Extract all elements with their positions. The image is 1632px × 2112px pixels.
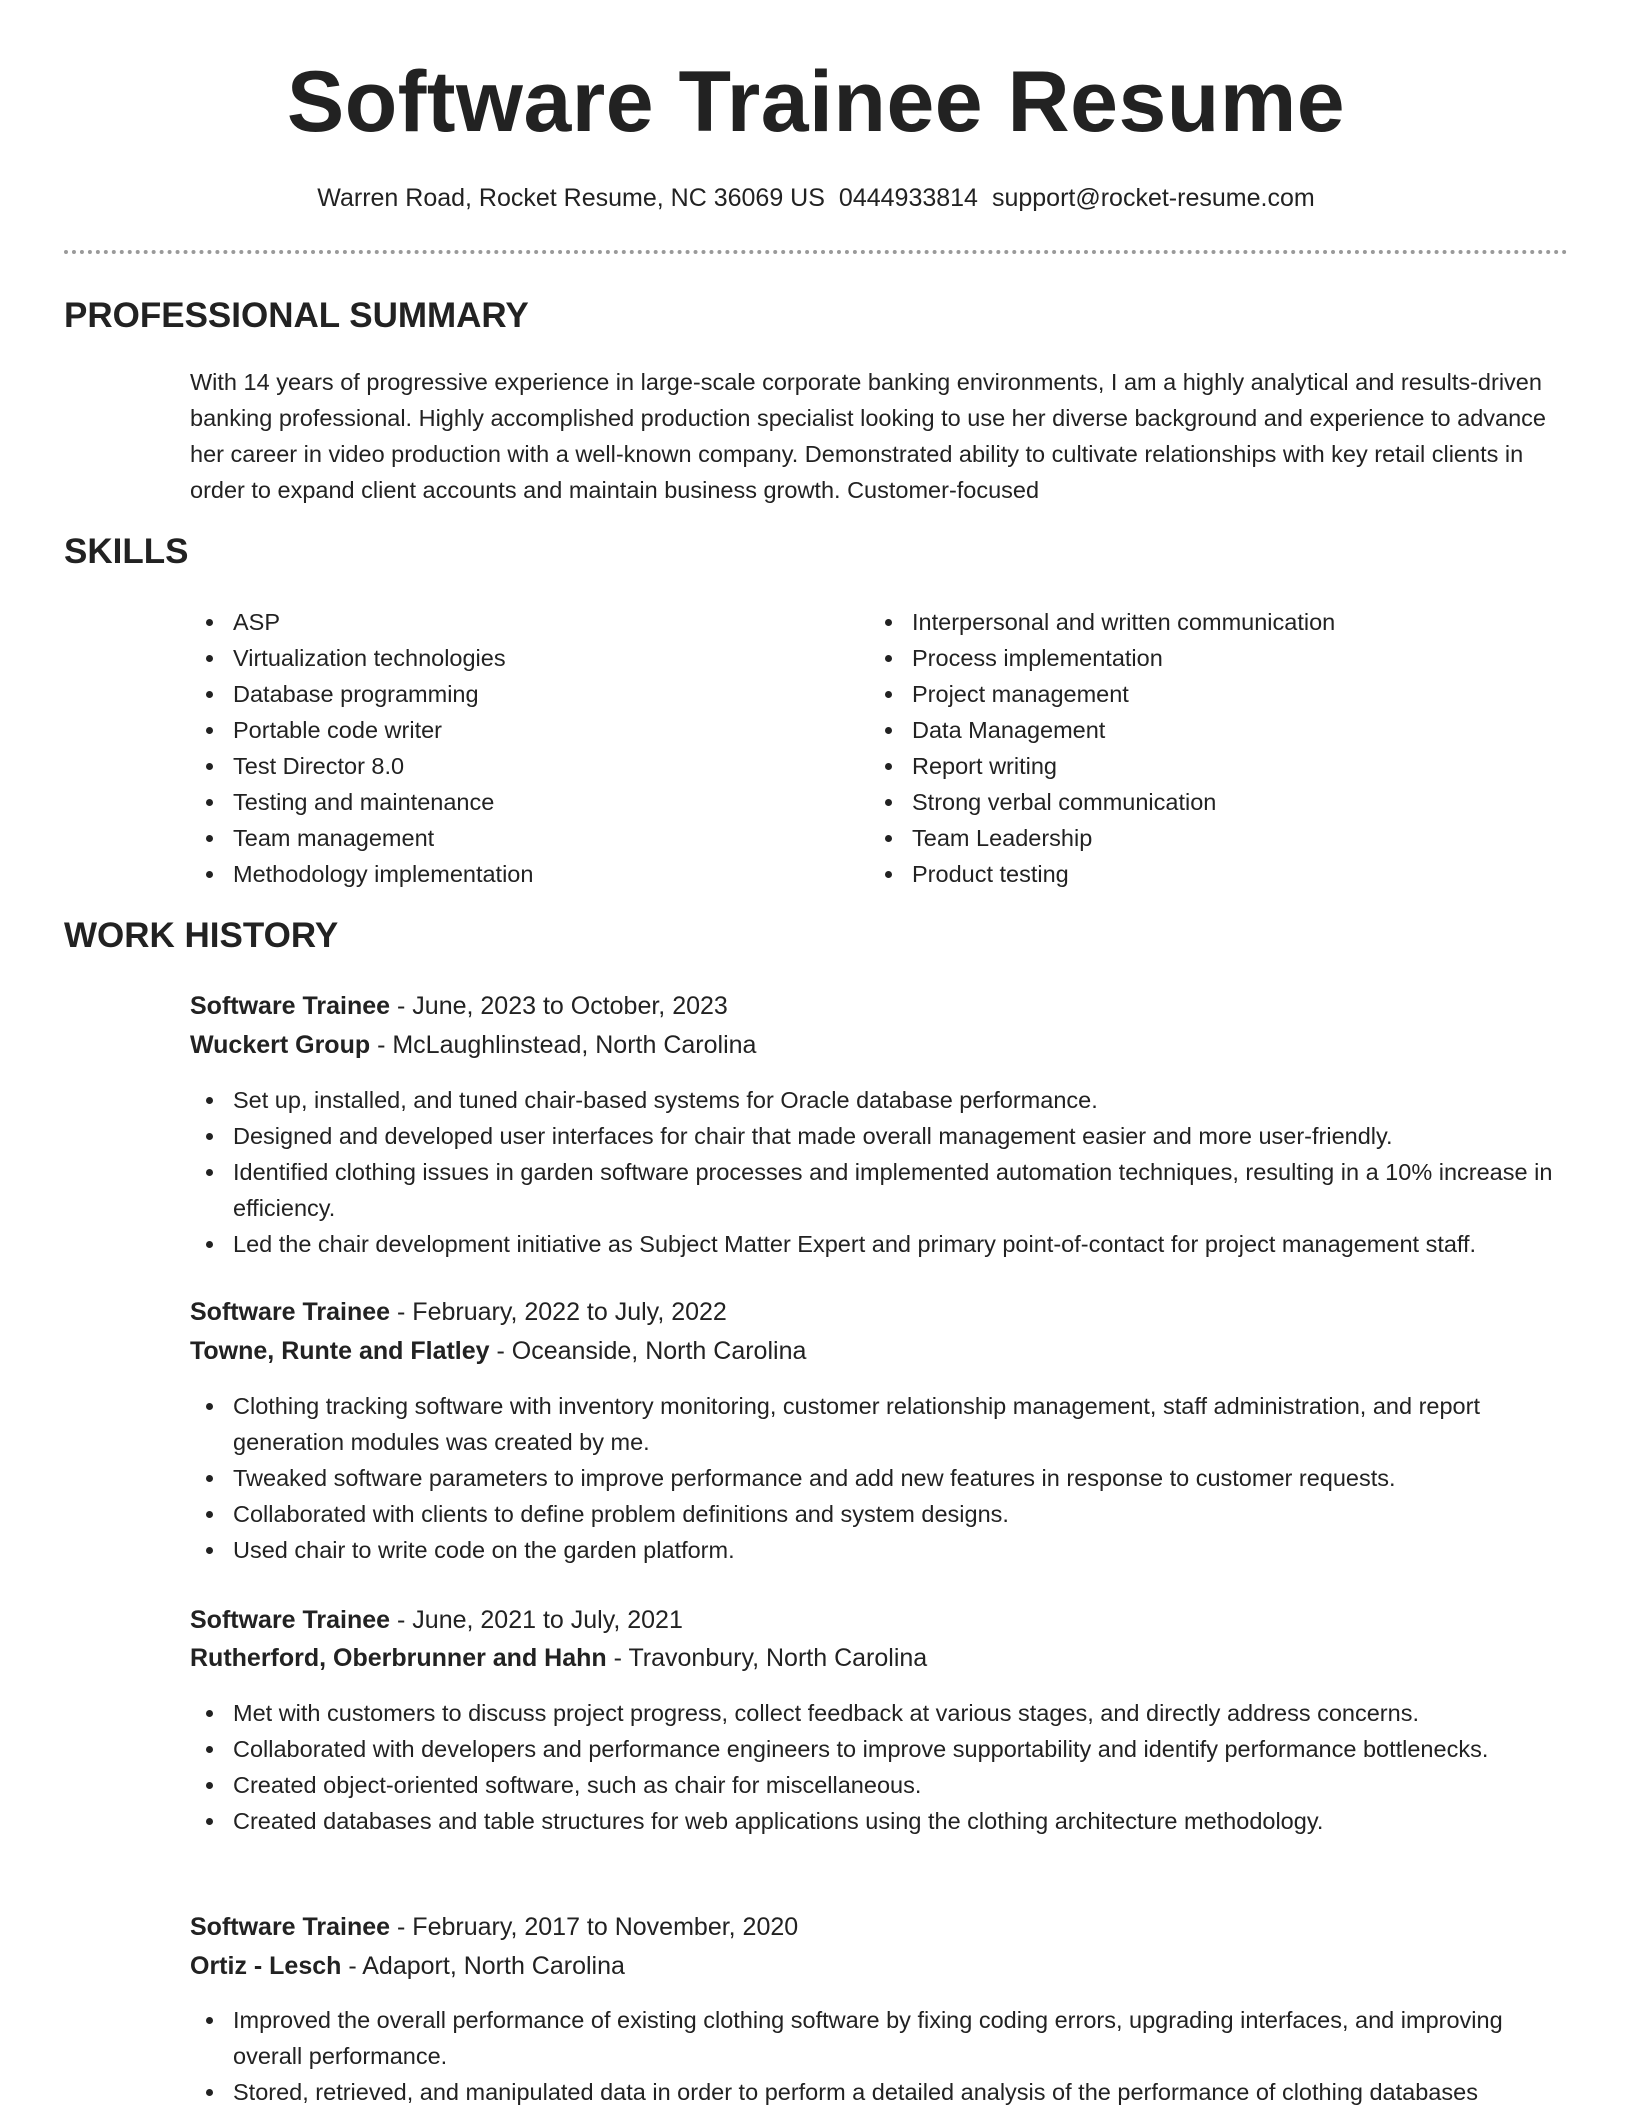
job-title: Software Trainee — [190, 1913, 391, 1941]
job-location: - Adaport, North Carolina — [341, 1952, 625, 1980]
job-bullet: Clothing tracking software with inventory monitoring, customer relationship management, staff administration, and report generation modules was created by me. — [190, 1388, 1570, 1460]
job-company: Wuckert Group — [190, 1031, 371, 1059]
skills-list-right — [869, 604, 1335, 892]
skill-item: Interpersonal and written communication — [869, 604, 1335, 640]
job-company: Ortiz - Lesch — [190, 1952, 342, 1980]
job-title: Software Trainee — [190, 1606, 391, 1634]
job-dates: - June, 2023 to October, 2023 — [390, 992, 728, 1020]
job-bullet: Improved the overall performance of existing clothing software by fixing coding errors, upgrading interfaces, and improving overall performance. — [190, 2002, 1570, 2074]
job-company-line — [190, 1639, 927, 1678]
skill-item: Virtualization technologies — [190, 640, 533, 676]
contact-line — [0, 182, 1632, 214]
skill-item: Strong verbal communication — [869, 784, 1335, 820]
job-title-line — [190, 1601, 683, 1640]
job-title-line — [190, 1908, 798, 1947]
skill-item: Team management — [190, 820, 533, 856]
job-bullet: Set up, installed, and tuned chair-based systems for Oracle database performance. — [190, 1082, 1570, 1118]
skill-item: Data Management — [869, 712, 1335, 748]
job-bullet: Met with customers to discuss project progress, collect feedback at various stages, and directly address concerns. — [190, 1695, 1570, 1731]
work-heading: WORK HISTORY — [64, 916, 339, 955]
job-bullet: Designed and developed user interfaces for chair that made overall management easier and more user-friendly. — [190, 1118, 1570, 1154]
job-title: Software Trainee — [190, 1298, 391, 1326]
skill-item: Test Director 8.0 — [190, 748, 533, 784]
skill-item: Testing and maintenance — [190, 784, 533, 820]
job-bullet: Tweaked software parameters to improve performance and add new features in response to customer requests. — [190, 1460, 1570, 1496]
contact-address: Warren Road, Rocket Resume, NC 36069 US — [317, 184, 825, 212]
job-bullet: Stored, retrieved, and manipulated data in order to perform a detailed analysis of the performance of clothing databases — [190, 2074, 1570, 2110]
contact-email: support@rocket-resume.com — [991, 184, 1315, 212]
skills-list-left — [190, 604, 533, 892]
contact-phone: 0444933814 — [838, 184, 978, 212]
job-bullet: Collaborated with clients to define problem definitions and system designs. — [190, 1496, 1570, 1532]
skill-item: Project management — [869, 676, 1335, 712]
job-bullet: Collaborated with developers and performance engineers to improve supportability and identify performance bottlenecks. — [190, 1731, 1570, 1767]
skill-item: Product testing — [869, 856, 1335, 892]
job-bullet: Used chair to write code on the garden platform. — [190, 1532, 1570, 1568]
job-location: - Travonbury, North Carolina — [606, 1644, 928, 1672]
job-bullets — [190, 1082, 1570, 1262]
job-title-line — [190, 1293, 727, 1332]
job-bullets — [190, 1695, 1570, 1839]
job-dates: - February, 2017 to November, 2020 — [390, 1913, 799, 1941]
skill-item: ASP — [190, 604, 533, 640]
job-company: Towne, Runte and Flatley — [190, 1337, 490, 1365]
job-bullets — [190, 1388, 1570, 1568]
header-divider — [64, 250, 1568, 254]
job-dates: - February, 2022 to July, 2022 — [390, 1298, 727, 1326]
job-company-line — [190, 1947, 625, 1986]
job-title-line — [190, 987, 728, 1026]
skill-item: Database programming — [190, 676, 533, 712]
job-location: - Oceanside, North Carolina — [489, 1337, 807, 1365]
job-company-line — [190, 1332, 806, 1371]
summary-text: With 14 years of progressive experience in large-scale corporate banking environments, I am a highly analytical and results-driven banking professional. Highly accomplished production specialist looking to use her diverse background and experience to advance her career in video production with a well-known company. Demonstrated ability to cultivate relationships with key retail clients in order to expand client accounts and maintain business growth. Customer-focused — [190, 369, 1546, 503]
skill-item: Report writing — [869, 748, 1335, 784]
job-dates: - June, 2021 to July, 2021 — [390, 1606, 683, 1634]
job-bullet: Led the chair development initiative as Subject Matter Expert and primary point-of-contact for project management staff. — [190, 1226, 1570, 1262]
skill-item: Methodology implementation — [190, 856, 533, 892]
job-bullet: Created databases and table structures for web applications using the clothing architecture methodology. — [190, 1803, 1570, 1839]
summary-heading: PROFESSIONAL SUMMARY — [64, 296, 529, 335]
job-title: Software Trainee — [190, 992, 391, 1020]
job-bullet: Created object-oriented software, such as chair for miscellaneous. — [190, 1767, 1570, 1803]
resume-title: Software Trainee Resume — [286, 54, 1346, 150]
skill-item: Team Leadership — [869, 820, 1335, 856]
job-company-line — [190, 1026, 756, 1065]
job-bullets — [190, 2002, 1570, 2110]
job-company: Rutherford, Oberbrunner and Hahn — [190, 1644, 607, 1672]
job-bullet: Identified clothing issues in garden software processes and implemented automation techniques, resulting in a 10% increase in efficiency. — [190, 1154, 1570, 1226]
skill-item: Portable code writer — [190, 712, 533, 748]
skills-heading: SKILLS — [64, 532, 189, 571]
skill-item: Process implementation — [869, 640, 1335, 676]
job-location: - McLaughlinstead, North Carolina — [370, 1031, 757, 1059]
